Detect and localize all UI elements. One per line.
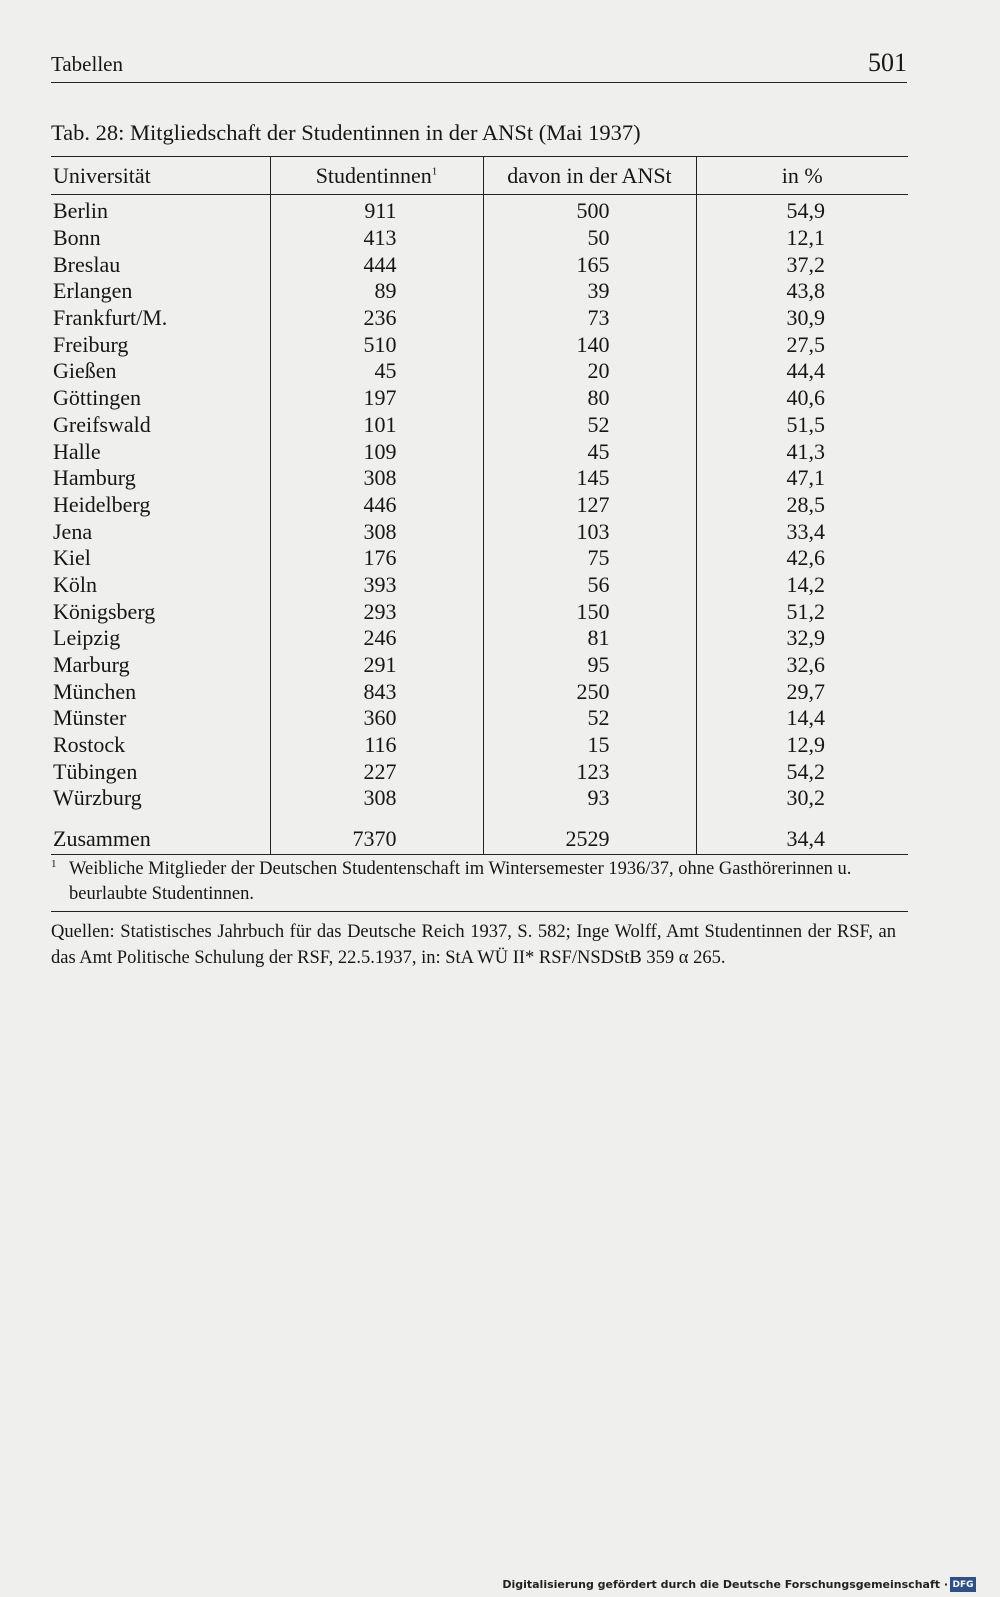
cell-anst-members: 15 [483,732,696,759]
cell-anst-members: 45 [483,438,696,465]
cell-students: 246 [270,625,483,652]
cell-anst-members: 95 [483,652,696,679]
column-header-students-label: Studentinnen [315,162,432,188]
cell-students: 293 [270,598,483,625]
cell-students: 176 [270,545,483,572]
cell-students: 360 [270,705,483,732]
cell-university: Hamburg [53,465,136,491]
cell-percent: 32,6 [696,652,908,679]
cell-percent: 32,9 [696,625,908,652]
table-header-row [51,157,908,195]
cell-anst-members: 39 [483,278,696,305]
cell-university: Frankfurt/M. [53,305,168,331]
footnote-reference: 1 [431,165,438,178]
cell-university: Tübingen [53,758,138,784]
sources-note: Quellen: Statistisches Jahrbuch für das Deutsche Reich 1937, S. 582; Inge Wolff, Amt Studentinnen der RSF, an das Amt Politische Schulung der RSF, 22.5.1937, in: StA WÜ II* RSF/NSDStB 359 α 265. [51,922,896,968]
table-row [51,758,908,785]
cell-university: Erlangen [53,278,133,304]
cell-percent: 41,3 [696,438,908,465]
table-row [51,412,908,439]
cell-percent: 12,1 [696,225,908,252]
table-row [51,518,908,545]
footnote-text: Weibliche Mitglieder der Deutschen Studentenschaft im Wintersemester 1936/37, ohne Gasthörerinnen u. beurlaubte Studentinnen. [69,859,852,905]
cell-percent: 30,2 [696,785,908,812]
cell-university: Marburg [53,652,130,678]
cell-anst-members: 52 [483,705,696,732]
cell-anst-members: 73 [483,305,696,332]
table-row [51,225,908,252]
cell-anst-members: 500 [483,195,696,225]
cell-percent: 14,4 [696,705,908,732]
running-head: Tabellen [51,52,123,76]
cell-percent: 40,6 [696,385,908,412]
column-header-university: Universität [51,157,270,195]
cell-anst-members: 150 [483,598,696,625]
cell-percent: 27,5 [696,331,908,358]
cell-percent: 42,6 [696,545,908,572]
cell-students: 116 [270,732,483,759]
footnote-mark: 1 [51,858,57,870]
cell-students: 444 [270,251,483,278]
cell-university: Leipzig [53,625,121,651]
cell-university: Freiburg [53,331,129,357]
table-row [51,492,908,519]
cell-anst-members: 123 [483,758,696,785]
page-header [51,48,907,83]
table-row [51,678,908,705]
cell-university: Breslau [53,251,121,277]
table-row [51,195,908,225]
cell-percent: 51,5 [696,412,908,439]
table-row [51,305,908,332]
cell-university: Zusammen [51,812,270,855]
table-row [51,385,908,412]
cell-university: Heidelberg [53,491,151,517]
cell-percent: 33,4 [696,518,908,545]
cell-university: München [53,678,137,704]
cell-university: Münster [53,705,127,731]
cell-university: Königsberg [53,598,156,624]
cell-anst-members: 50 [483,225,696,252]
cell-students: 101 [270,412,483,439]
cell-students: 45 [270,358,483,385]
cell-students: 308 [270,785,483,812]
cell-students: 413 [270,225,483,252]
cell-university: Kiel [53,545,91,571]
cell-anst-members: 81 [483,625,696,652]
cell-university: Rostock [53,732,126,758]
cell-students: 308 [270,518,483,545]
cell-university: Gießen [53,358,117,384]
cell-anst-members: 20 [483,358,696,385]
table-row [51,598,908,625]
cell-students: 197 [270,385,483,412]
cell-university: Köln [53,571,97,597]
cell-university: Jena [53,518,93,544]
cell-students: 510 [270,331,483,358]
cell-anst-members: 140 [483,331,696,358]
table-row [51,732,908,759]
cell-anst-members: 127 [483,492,696,519]
cell-students: 393 [270,572,483,599]
cell-percent: 29,7 [696,678,908,705]
cell-students: 227 [270,758,483,785]
cell-students: 911 [270,195,483,225]
table-row [51,625,908,652]
page-number: 501 [868,48,907,77]
cell-anst-members: 145 [483,465,696,492]
cell-percent: 14,2 [696,572,908,599]
cell-students: 291 [270,652,483,679]
cell-students: 308 [270,465,483,492]
cell-percent: 54,9 [696,195,908,225]
cell-students: 236 [270,305,483,332]
table-row [51,438,908,465]
cell-students: 89 [270,278,483,305]
digitization-note: Digitalisierung gefördert durch die Deutsche Forschungsgemeinschaft · [502,1578,948,1591]
cell-students: 446 [270,492,483,519]
cell-percent: 34,4 [696,812,908,855]
cell-university: Berlin [53,198,108,224]
total-row [51,812,908,855]
cell-percent: 43,8 [696,278,908,305]
cell-percent: 12,9 [696,732,908,759]
cell-students: 7370 [270,812,483,855]
cell-university: Göttingen [53,385,141,411]
cell-university: Greifswald [53,411,151,437]
cell-anst-members: 250 [483,678,696,705]
cell-percent: 51,2 [696,598,908,625]
column-header-students [270,157,483,195]
table-row [51,785,908,812]
cell-percent: 44,4 [696,358,908,385]
cell-anst-members: 56 [483,572,696,599]
table-row [51,705,908,732]
cell-percent: 54,2 [696,758,908,785]
cell-university: Halle [53,438,101,464]
cell-anst-members: 80 [483,385,696,412]
dfg-logo: DFG [950,1577,976,1592]
cell-anst-members: 52 [483,412,696,439]
cell-percent: 30,9 [696,305,908,332]
table-row [51,251,908,278]
table-row [51,545,908,572]
cell-anst-members: 75 [483,545,696,572]
table-row [51,465,908,492]
table-row [51,572,908,599]
table-row [51,278,908,305]
table-row [51,652,908,679]
membership-table [51,156,908,855]
column-header-anst-members: davon in der ANSt [483,157,696,195]
cell-university: Bonn [53,225,101,251]
table-caption: Tab. 28: Mitgliedschaft der Studentinnen in der ANSt (Mai 1937) [51,120,641,145]
table-body [51,195,908,855]
cell-percent: 47,1 [696,465,908,492]
cell-students: 109 [270,438,483,465]
cell-percent: 37,2 [696,251,908,278]
cell-anst-members: 2529 [483,812,696,855]
cell-anst-members: 103 [483,518,696,545]
cell-percent: 28,5 [696,492,908,519]
cell-students: 843 [270,678,483,705]
cell-anst-members: 165 [483,251,696,278]
source-divider [51,911,908,912]
footnote [51,852,909,907]
cell-anst-members: 93 [483,785,696,812]
column-header-percent: in % [696,157,908,195]
table-row [51,331,908,358]
table-row [51,358,908,385]
cell-university: Würzburg [53,785,142,811]
